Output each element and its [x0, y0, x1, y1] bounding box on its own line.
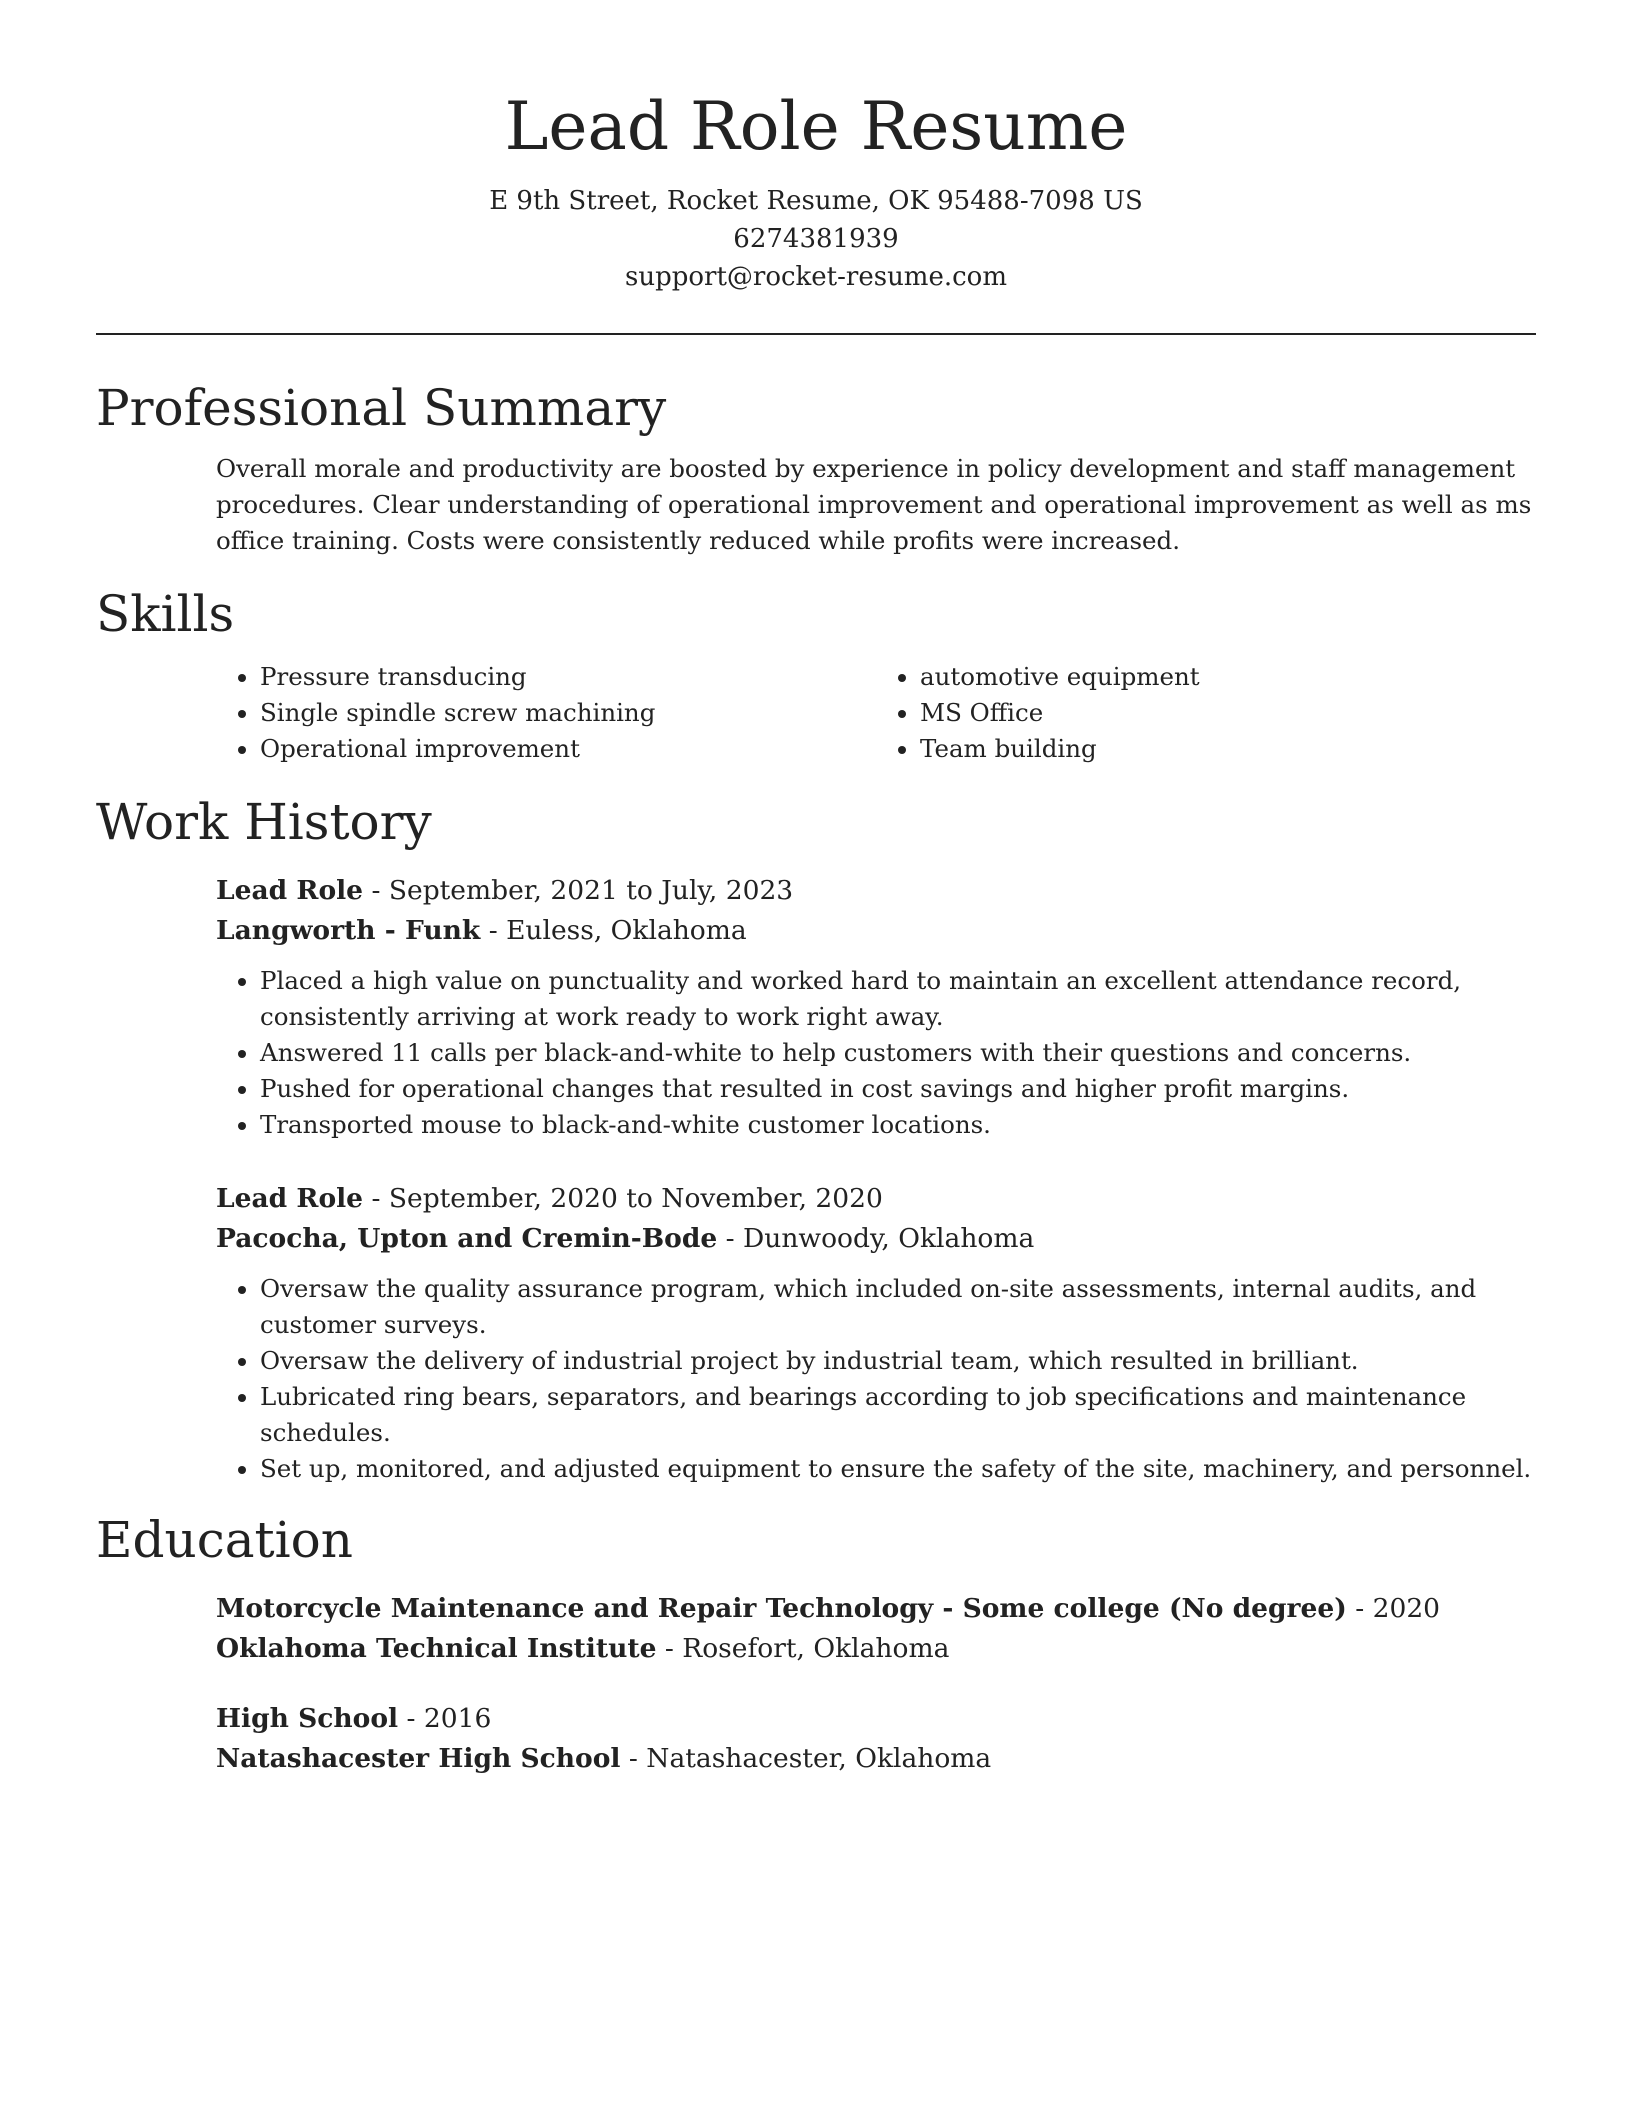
- edu-school: Natashacester High School: [216, 1743, 621, 1774]
- job-bullet: • Set up, monitored, and adjusted equipment to ensure the safety of the site, machinery, and personnel.: [260, 1451, 1536, 1487]
- job-bullets: [216, 1271, 1536, 1487]
- job-bullet: • Answered 11 calls per black-and-white to help customers with their questions and concerns.: [260, 1035, 1536, 1071]
- job-bullet: • Placed a high value on punctuality and worked hard to maintain an excellent attendance record, consistently arriving at work ready to work right away.: [260, 963, 1536, 1035]
- skill-item: • Single spindle screw machining: [260, 695, 876, 731]
- education-entry: [96, 1589, 1536, 1669]
- skills-list-right: [876, 659, 1536, 767]
- job-location: - Dunwoody, Oklahoma: [725, 1223, 1035, 1254]
- skill-item: • MS Office: [920, 695, 1536, 731]
- summary-section: [96, 375, 1536, 559]
- edu-location: - Rosefort, Oklahoma: [664, 1633, 950, 1664]
- edu-degree-line: [216, 1589, 1536, 1629]
- job-bullet: • Lubricated ring bears, separators, and bearings according to job specifications and maintenance schedules.: [260, 1379, 1536, 1451]
- contact-phone: 6274381939: [733, 224, 899, 254]
- job-bullet: • Oversaw the delivery of industrial project by industrial team, which resulted in brilliant.: [260, 1343, 1536, 1379]
- job-company-line: [216, 1219, 1536, 1259]
- edu-year: - 2020: [1355, 1593, 1441, 1624]
- header-divider: [96, 333, 1536, 335]
- summary-text: Overall morale and productivity are boosted by experience in policy development and staff management procedures. Clear understanding of operational improvement and operational improvement as well as ms office training. Costs were consistently reduced while profits were increased.: [216, 454, 1532, 555]
- job-bullet: • Pushed for operational changes that resulted in cost savings and higher profit margins.: [260, 1071, 1536, 1107]
- job-company-line: [216, 911, 1536, 951]
- job-entry: [96, 1179, 1536, 1487]
- job-role: Lead Role: [216, 875, 364, 906]
- edu-degree-line: [216, 1699, 1536, 1739]
- job-dates: - September, 2021 to July, 2023: [371, 875, 794, 906]
- resume-name: Lead Role Resume: [504, 88, 1128, 165]
- edu-degree: High School: [216, 1703, 399, 1734]
- job-title-line: [216, 1179, 1536, 1219]
- resume-header: [96, 0, 1536, 296]
- job-role: Lead Role: [216, 1183, 364, 1214]
- job-title-line: [216, 871, 1536, 911]
- edu-school-line: [216, 1629, 1536, 1669]
- edu-location: - Natashacester, Oklahoma: [628, 1743, 992, 1774]
- contact-address: E 9th Street, Rocket Resume, OK 95488-7098 US: [489, 186, 1143, 216]
- skill-item: • Operational improvement: [260, 731, 876, 767]
- summary-heading: Professional Summary: [96, 379, 667, 437]
- edu-degree: Motorcycle Maintenance and Repair Technology - Some college (No degree): [216, 1593, 1347, 1624]
- education-section: [96, 1507, 1536, 1779]
- job-bullet: • Oversaw the quality assurance program, which included on-site assessments, internal audits, and customer surveys.: [260, 1271, 1536, 1343]
- skills-section: [96, 581, 1536, 767]
- edu-school: Oklahoma Technical Institute: [216, 1633, 657, 1664]
- skill-item: • Pressure transducing: [260, 659, 876, 695]
- contact-email: support@rocket-resume.com: [624, 262, 1007, 292]
- job-company: Pacocha, Upton and Cremin-Bode: [216, 1223, 718, 1254]
- skills-heading: Skills: [96, 585, 235, 643]
- skill-item: • automotive equipment: [920, 659, 1536, 695]
- job-location: - Euless, Oklahoma: [488, 915, 747, 946]
- skills-columns: [96, 659, 1536, 767]
- job-entry: [96, 871, 1536, 1143]
- skill-item: • Team building: [920, 731, 1536, 767]
- job-dates: - September, 2020 to November, 2020: [371, 1183, 883, 1214]
- job-bullet: • Transported mouse to black-and-white customer locations.: [260, 1107, 1536, 1143]
- work-history-section: [96, 789, 1536, 1487]
- edu-school-line: [216, 1739, 1536, 1779]
- education-heading: Education: [96, 1511, 353, 1569]
- edu-year: - 2016: [406, 1703, 492, 1734]
- skills-list-left: [216, 659, 876, 767]
- work-history-heading: Work History: [96, 793, 432, 851]
- job-company: Langworth - Funk: [216, 915, 481, 946]
- education-entry: [96, 1699, 1536, 1779]
- job-bullets: [216, 963, 1536, 1143]
